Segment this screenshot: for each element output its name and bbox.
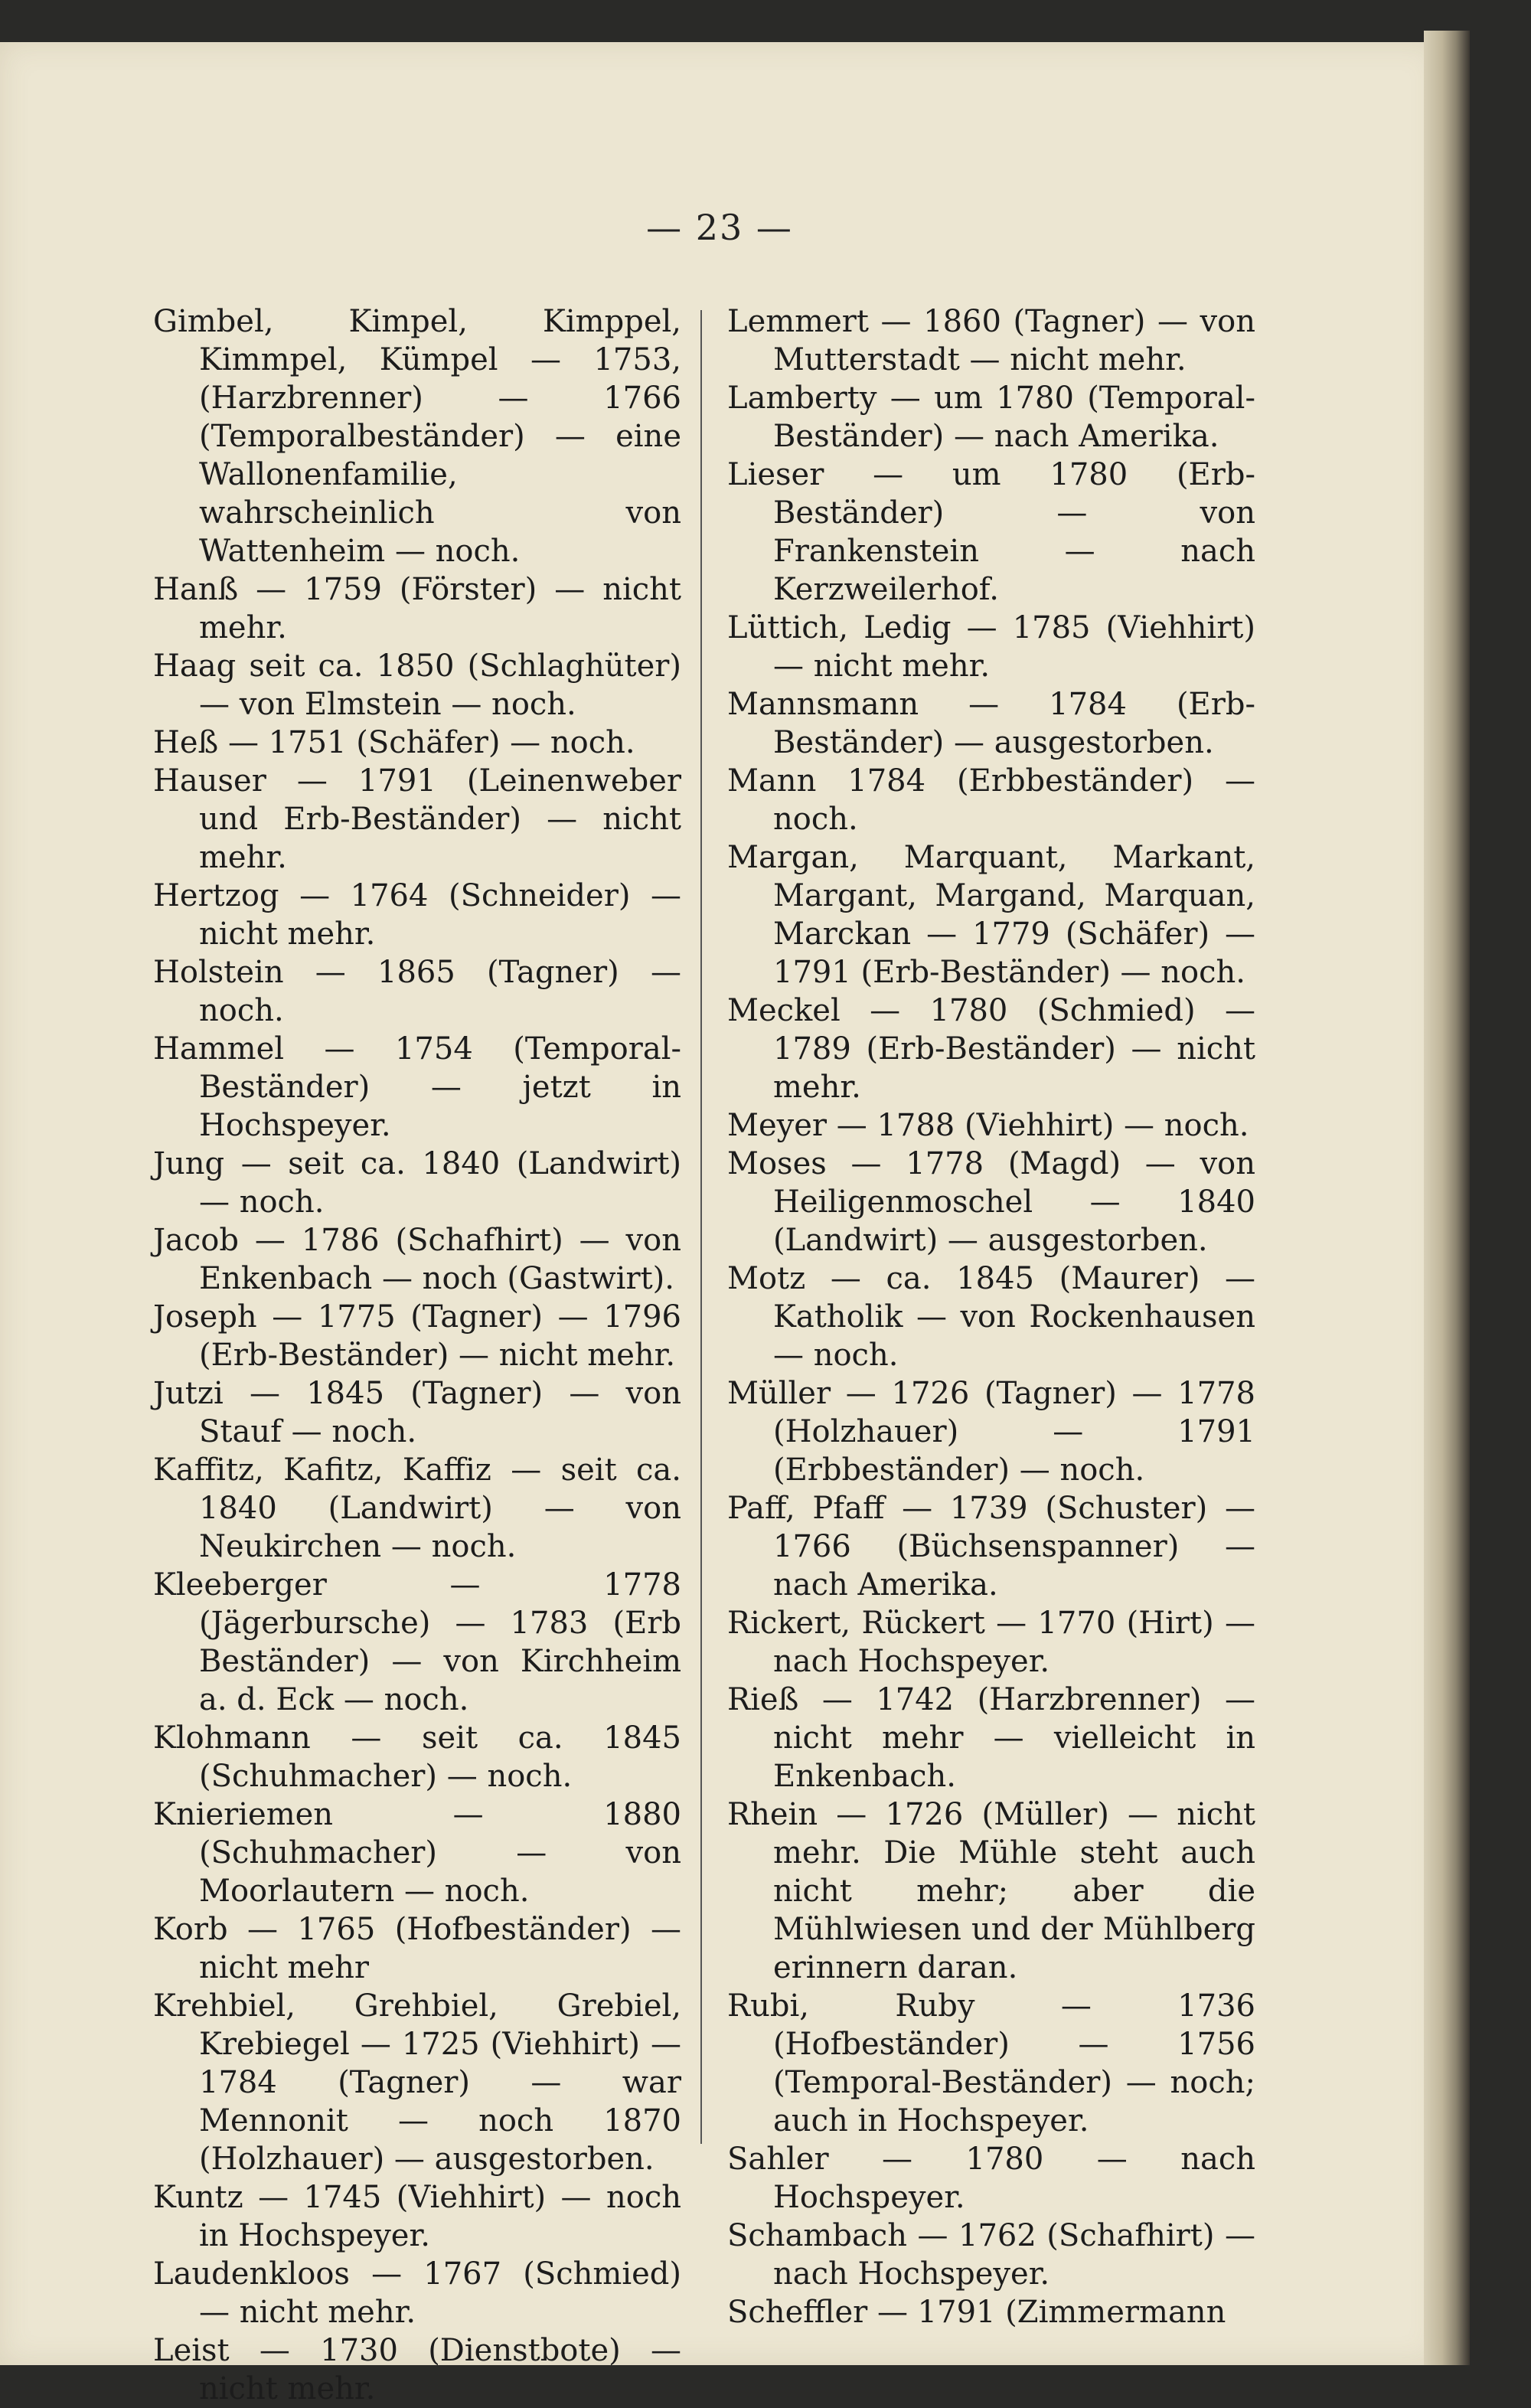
- surname-entry: Leist — 1730 (Dienstbote) — nicht mehr.: [153, 2333, 681, 2406]
- surname-entry: Laudenkloos — 1767 (Schmied) — nicht mehr.: [153, 2256, 681, 2330]
- surname-entry: Moses — 1778 (Magd) — von Heiligenmoschel — 1840 (Landwirt) — ausgestorben.: [727, 1146, 1255, 1258]
- surname-entry: Mannsmann — 1784 (Erb-Beständer) — ausgestorben.: [727, 687, 1255, 760]
- surname-entry: Jung — seit ca. 1840 (Landwirt) — noch.: [153, 1146, 681, 1220]
- surname-entry: Jutzi — 1845 (Tagner) — von Stauf — noch.: [153, 1376, 681, 1449]
- right-column: [727, 302, 1255, 2331]
- surname-entry: Klohmann — seit ca. 1845 (Schuhmacher) — noch.: [153, 1720, 681, 1794]
- surname-entry: Sahler — 1780 — nach Hochspeyer.: [727, 2142, 1255, 2215]
- left-column: [153, 302, 681, 2408]
- surname-entry: Motz — ca. 1845 (Maurer) — Katholik — von Rockenhausen — noch.: [727, 1261, 1255, 1373]
- surname-entry: Schambach — 1762 (Schafhirt) — nach Hochspeyer.: [727, 2218, 1255, 2292]
- surname-entry: Paff, Pfaff — 1739 (Schuster) — 1766 (Büchsenspanner) — nach Amerika.: [727, 1491, 1255, 1603]
- surname-entry: Kleeberger — 1778 (Jägerbursche) — 1783 (Erb Beständer) — von Kirchheim a. d. Eck — noch.: [153, 1567, 681, 1717]
- surname-entry: Lemmert — 1860 (Tagner) — von Mutterstadt — nicht mehr.: [727, 304, 1255, 377]
- surname-entry: Kuntz — 1745 (Viehhirt) — noch in Hochspeyer.: [153, 2180, 681, 2253]
- surname-entry: Hanß — 1759 (Förster) — nicht mehr.: [153, 572, 681, 645]
- surname-entry: Meckel — 1780 (Schmied) — 1789 (Erb-Beständer) — nicht mehr.: [727, 993, 1255, 1105]
- surname-entry: Mann 1784 (Erbbeständer) — noch.: [727, 763, 1255, 837]
- surname-entry: Scheffler — 1791 (Zimmermann: [727, 2295, 1226, 2330]
- surname-entry: Korb — 1765 (Hofbeständer) — nicht mehr: [153, 1912, 681, 1985]
- surname-entry: Lieser — um 1780 (Erb-Beständer) — von Frankenstein — nach Kerzweilerhof.: [727, 457, 1255, 607]
- page-edge: [1424, 31, 1470, 2365]
- surname-entry: Müller — 1726 (Tagner) — 1778 (Holzhauer) — 1791 (Erbbeständer) — noch.: [727, 1376, 1255, 1488]
- surname-entry: Hauser — 1791 (Leinenweber und Erb-Beständer) — nicht mehr.: [153, 763, 681, 875]
- surname-entry: Kaffitz, Kafitz, Kaffiz — seit ca. 1840 (Landwirt) — von Neukirchen — noch.: [153, 1452, 681, 1564]
- surname-entry: Meyer — 1788 (Viehhirt) — noch.: [727, 1108, 1249, 1143]
- surname-entry: Lüttich, Ledig — 1785 (Viehhirt) — nicht mehr.: [727, 610, 1255, 684]
- surname-entry: Haag seit ca. 1850 (Schlaghüter) — von Elmstein — noch.: [153, 649, 681, 722]
- page-number: — 23 —: [646, 207, 793, 248]
- surname-entry: Rhein — 1726 (Müller) — nicht mehr. Die Mühle steht auch nicht mehr; aber die Mühlwiesen und der Mühlberg erinnern daran.: [727, 1797, 1255, 1985]
- surname-entry: Heß — 1751 (Schäfer) — noch.: [153, 725, 635, 760]
- surname-entry: Rickert, Rückert — 1770 (Hirt) — nach Hochspeyer.: [727, 1606, 1255, 1679]
- surname-entry: Rubi, Ruby — 1736 (Hofbeständer) — 1756 (Temporal-Beständer) — noch; auch in Hochspeyer.: [727, 1988, 1255, 2138]
- surname-entry: Knieriemen — 1880 (Schuhmacher) — von Moorlautern — noch.: [153, 1797, 681, 1909]
- surname-entry: Jacob — 1786 (Schafhirt) — von Enkenbach — noch (Gastwirt).: [153, 1223, 681, 1296]
- surname-entry: Rieß — 1742 (Harzbrenner) — nicht mehr — vielleicht in Enkenbach.: [727, 1682, 1255, 1794]
- surname-entry: Margan, Marquant, Markant, Margant, Margand, Marquan, Marckan — 1779 (Schäfer) — 1791 (Erb-Beständer) — noch.: [727, 840, 1255, 990]
- column-divider: [700, 310, 702, 2144]
- surname-entry: Hertzog — 1764 (Schneider) — nicht mehr.: [153, 878, 681, 952]
- surname-entry: Lamberty — um 1780 (Temporal-Beständer) — nach Amerika.: [727, 381, 1255, 454]
- surname-entry: Gimbel, Kimpel, Kimppel, Kimmpel, Kümpel — 1753, (Harzbrenner) — 1766 (Temporalbeständer) — eine Wallonenfamilie, wahrscheinlich von Wattenheim — noch.: [153, 304, 681, 569]
- surname-entry: Hammel — 1754 (Temporal-Beständer) — jetzt in Hochspeyer.: [153, 1031, 681, 1143]
- surname-entry: Joseph — 1775 (Tagner) — 1796 (Erb-Beständer) — nicht mehr.: [153, 1299, 681, 1373]
- surname-entry: Krehbiel, Grehbiel, Grebiel, Krebiegel — 1725 (Viehhirt) — 1784 (Tagner) — war Mennonit — noch 1870 (Holzhauer) — ausgestorben.: [153, 1988, 681, 2177]
- surname-entry: Holstein — 1865 (Tagner) — noch.: [153, 955, 681, 1028]
- book-page: [0, 42, 1439, 2406]
